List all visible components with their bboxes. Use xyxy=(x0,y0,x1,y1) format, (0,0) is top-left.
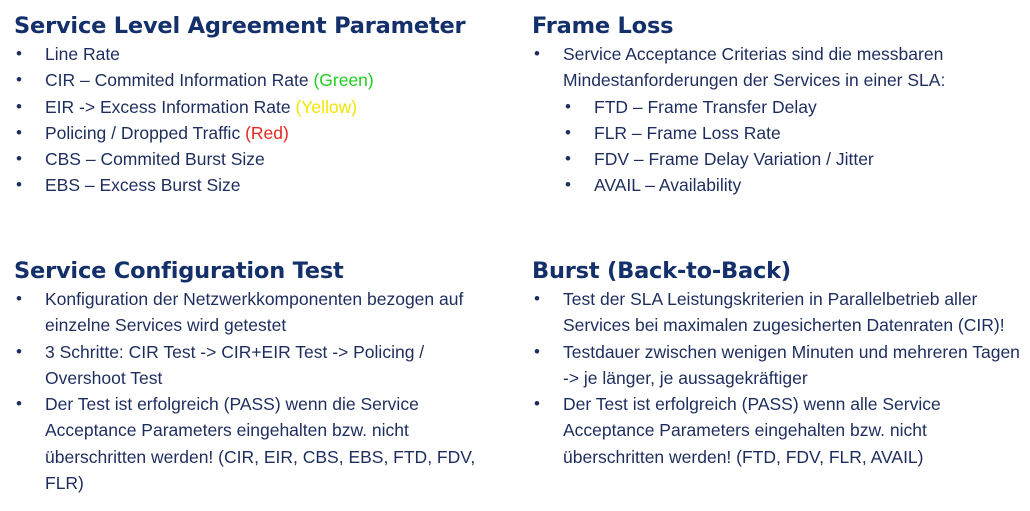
burst-list xyxy=(532,286,1022,470)
config-test-heading: Service Configuration Test xyxy=(14,258,344,284)
bullet-icon: • xyxy=(565,122,571,142)
color-tag-red: (Red) xyxy=(245,122,289,143)
config-test-section xyxy=(14,257,504,496)
sub-list-item xyxy=(532,120,1002,146)
config-test-list xyxy=(14,286,504,496)
sla-list xyxy=(14,41,494,199)
color-tag-green: (Green) xyxy=(313,70,374,91)
bullet-icon: • xyxy=(16,394,22,414)
bullet-icon: • xyxy=(16,70,22,90)
list-item-text: Testdauer zwischen wenigen Minuten und mehreren Tagen -> je länger, je aussagekräftiger xyxy=(563,341,1020,388)
bullet-icon: • xyxy=(534,394,540,414)
bullet-icon: • xyxy=(16,289,22,308)
bullet-icon: • xyxy=(16,122,22,142)
list-item-text: Service Acceptance Criterias sind die messbaren Mindestanforderungen der Services in einer SLA: xyxy=(563,44,946,91)
burst-heading: Burst (Back-to-Back) xyxy=(532,258,791,284)
frame-loss-heading: Frame Loss xyxy=(532,13,674,39)
bullet-icon: • xyxy=(565,175,571,195)
list-item xyxy=(532,391,1022,470)
list-item-text: FLR – Frame Loss Rate xyxy=(594,122,781,143)
list-item xyxy=(14,146,494,172)
list-item-text: Test der SLA Leistungskriterien in Parallelbetrieb aller Services bei maximalen zugesicherten Datenraten (CIR)! xyxy=(563,289,1005,336)
list-item xyxy=(14,67,494,93)
list-item xyxy=(532,286,1022,339)
bullet-icon: • xyxy=(534,44,540,63)
list-item xyxy=(14,94,494,120)
bullet-icon: • xyxy=(16,149,22,169)
list-item xyxy=(14,286,504,339)
color-tag-yellow: (Yellow) xyxy=(295,96,358,117)
bullet-icon: • xyxy=(534,289,540,308)
burst-section xyxy=(532,257,1022,470)
list-item xyxy=(14,172,494,198)
list-item xyxy=(14,120,494,146)
bullet-icon: • xyxy=(16,44,22,63)
list-item-text: AVAIL – Availability xyxy=(594,175,742,196)
list-item xyxy=(532,41,1002,94)
list-item-text: CBS – Commited Burst Size xyxy=(45,149,265,170)
list-item-text: FTD – Frame Transfer Delay xyxy=(594,96,817,117)
sla-heading: Service Level Agreement Parameter xyxy=(14,13,466,39)
list-item-text: EIR -> Excess Information Rate xyxy=(45,96,296,117)
bullet-icon: • xyxy=(565,96,571,116)
list-item-text: EBS – Excess Burst Size xyxy=(45,175,241,196)
bullet-icon: • xyxy=(16,175,22,195)
sub-list-item xyxy=(532,94,1002,120)
list-item-text: Line Rate xyxy=(45,44,120,64)
list-item-text: Der Test ist erfolgreich (PASS) wenn die Service Acceptance Parameters eingehalten bzw. nicht überschritten werden! (CIR, EIR, CBS, EBS, FTD, FDV, FLR) xyxy=(45,394,476,494)
list-item-text: FDV – Frame Delay Variation / Jitter xyxy=(594,149,874,170)
frame-loss-list xyxy=(532,41,1002,199)
frame-loss-section xyxy=(532,12,1002,199)
list-item xyxy=(14,339,504,392)
bullet-icon: • xyxy=(565,149,571,169)
sla-section xyxy=(14,12,494,199)
list-item xyxy=(14,41,494,67)
bullet-icon: • xyxy=(16,96,22,116)
bullet-icon: • xyxy=(534,341,540,361)
bullet-icon: • xyxy=(16,341,22,361)
list-item-text: 3 Schritte: CIR Test -> CIR+EIR Test -> Policing / Overshoot Test xyxy=(45,341,425,388)
list-item-text: Policing / Dropped Traffic xyxy=(45,122,246,143)
sub-list-item xyxy=(532,146,1002,172)
list-item-text: Der Test ist erfolgreich (PASS) wenn alle Service Acceptance Parameters eingehalten bzw. nicht überschritten werden! (FTD, FDV, FLR, AVAIL) xyxy=(563,394,941,467)
sub-list-item xyxy=(532,172,1002,198)
list-item xyxy=(532,339,1022,392)
list-item-text: CIR – Commited Information Rate xyxy=(45,70,314,91)
list-item-text: Konfiguration der Netzwerkkomponenten bezogen auf einzelne Services wird getestet xyxy=(45,289,464,336)
list-item xyxy=(14,391,504,496)
